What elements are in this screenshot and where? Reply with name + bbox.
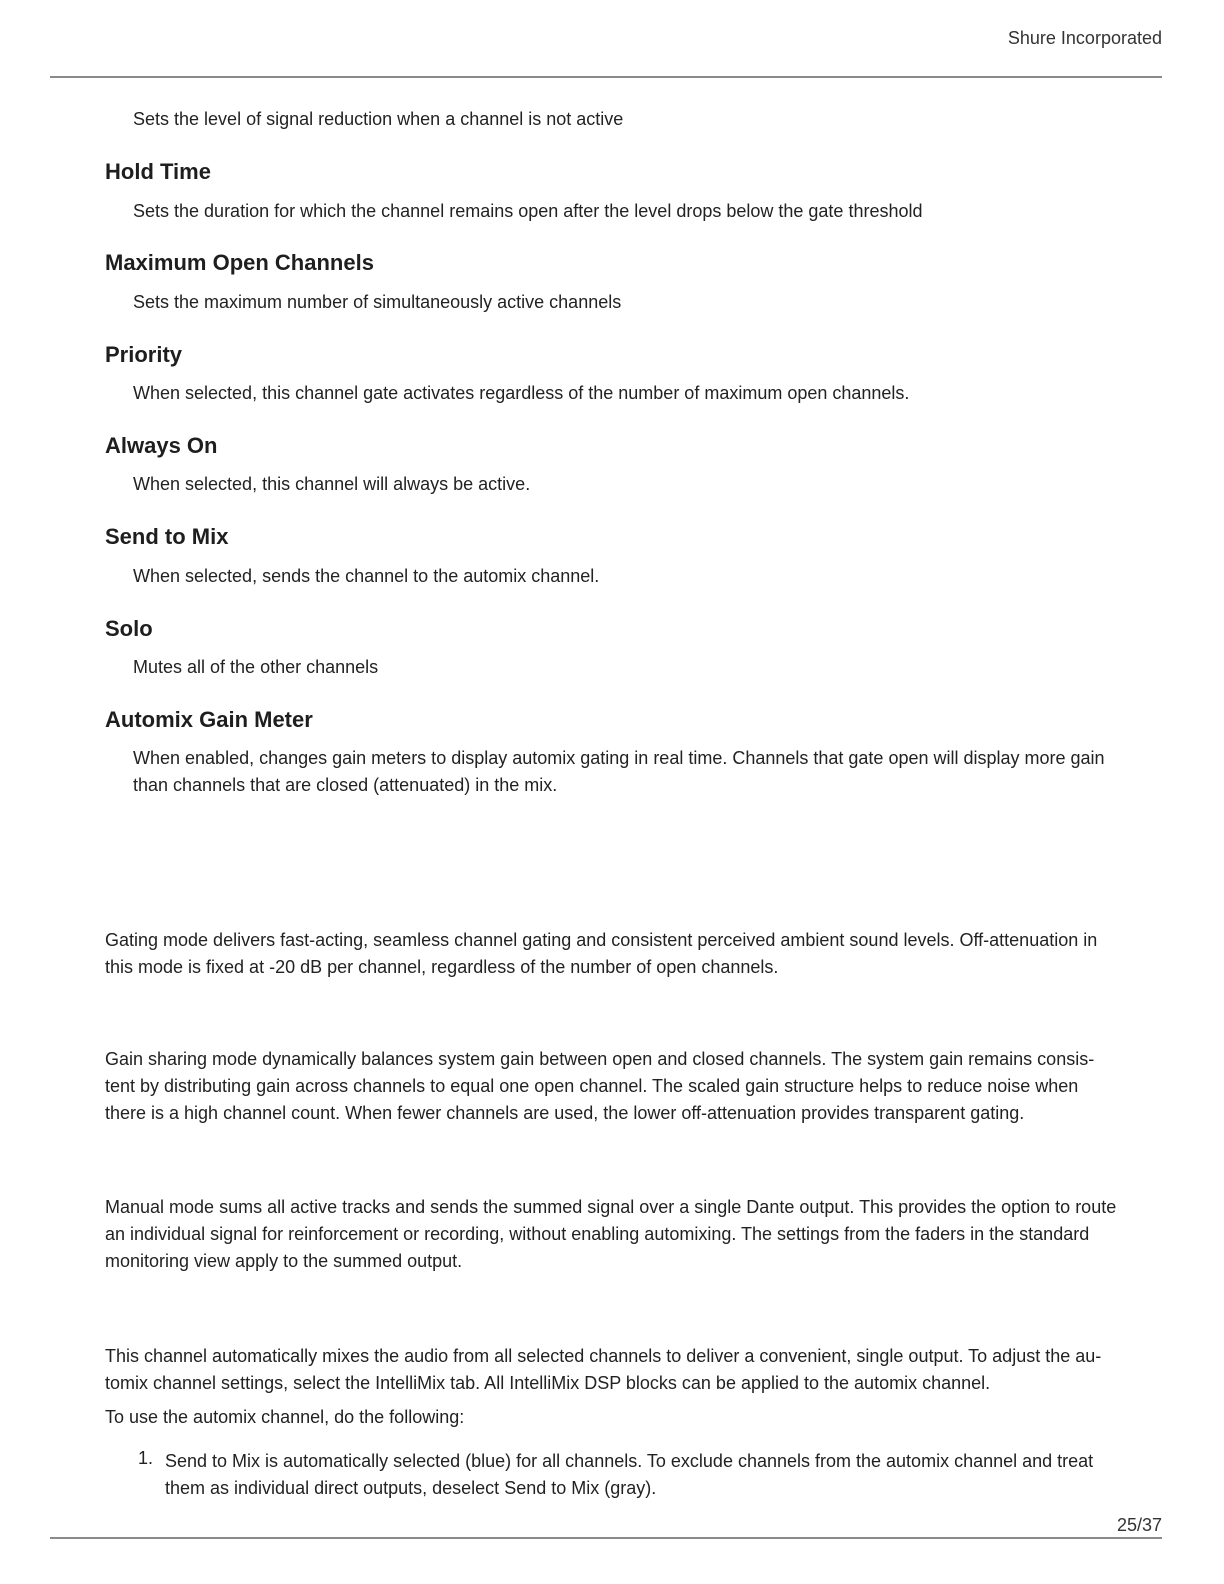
definition-hold-time bbox=[133, 198, 1113, 225]
paragraph-line: tent by distributing gain across channels to equal one open channel. The scaled gain structure helps to reduce noise when bbox=[105, 1076, 1079, 1096]
page-number: 25/37 bbox=[1116, 1515, 1162, 1535]
paragraph-use-intro bbox=[105, 1404, 1115, 1431]
definition-send-to-mix bbox=[133, 563, 1113, 590]
paragraph-line: Gating mode delivers fast-acting, seamless channel gating and consistent perceived ambient sound levels. Off-attenuation in bbox=[105, 930, 1098, 950]
paragraph-gain-sharing-mode bbox=[105, 1046, 1115, 1127]
definition-line: When selected, this channel will always be active. bbox=[133, 474, 531, 494]
definition-maximum-open-channels bbox=[133, 289, 1113, 316]
definition-line: Sets the duration for which the channel remains open after the level drops below the gate threshold bbox=[133, 201, 923, 221]
paragraph-line: Gain sharing mode dynamically balances system gain between open and closed channels. The system gain remains consis- bbox=[105, 1049, 1095, 1069]
footer-divider bbox=[50, 1537, 1162, 1539]
paragraph-line: tomix channel settings, select the IntelliMix tab. All IntelliMix DSP blocks can be applied to the automix channel. bbox=[105, 1373, 991, 1393]
definition-solo bbox=[133, 654, 1113, 681]
header-company-name: Shure Incorporated bbox=[1007, 28, 1162, 48]
paragraph-manual-mode bbox=[105, 1194, 1115, 1275]
paragraph-line: there is a high channel count. When fewer channels are used, the lower off-attenuation provides transparent gating. bbox=[105, 1103, 1025, 1123]
definition-automix-gain-meter bbox=[133, 745, 1113, 799]
step-line: Send to Mix is automatically selected (blue) for all channels. To exclude channels from the automix channel and treat bbox=[165, 1451, 1094, 1471]
definition-line: Sets the maximum number of simultaneously active channels bbox=[133, 292, 622, 312]
term-always-on: Always On bbox=[105, 433, 218, 458]
term-maximum-open-channels: Maximum Open Channels bbox=[105, 250, 374, 275]
paragraph-line: this mode is fixed at -20 dB per channel, regardless of the number of open channels. bbox=[105, 957, 779, 977]
term-automix-gain-meter: Automix Gain Meter bbox=[105, 707, 313, 732]
paragraph-gating-mode bbox=[105, 927, 1115, 981]
definition-priority bbox=[133, 380, 1113, 407]
step-line: them as individual direct outputs, deselect Send to Mix (gray). bbox=[165, 1478, 657, 1498]
paragraph-automix-channel bbox=[105, 1343, 1115, 1397]
definition-line: When enabled, changes gain meters to display automix gating in real time. Channels that gate open will display more gain bbox=[133, 748, 1105, 768]
paragraph-line: This channel automatically mixes the audio from all selected channels to deliver a convenient, single output. To adjust the au- bbox=[105, 1346, 1102, 1366]
paragraph-line: an individual signal for reinforcement or recording, without enabling automixing. The settings from the faders in the standard bbox=[105, 1224, 1090, 1244]
definition-line: than channels that are closed (attenuated) in the mix. bbox=[133, 775, 558, 795]
intro-description: Sets the level of signal reduction when a channel is not active bbox=[133, 109, 624, 129]
definition-always-on bbox=[133, 471, 1113, 498]
paragraph-line: Manual mode sums all active tracks and sends the summed signal over a single Dante output. This provides the option to route bbox=[105, 1197, 1117, 1217]
term-priority: Priority bbox=[105, 342, 183, 367]
term-solo: Solo bbox=[105, 616, 153, 641]
term-hold-time: Hold Time bbox=[105, 159, 211, 184]
paragraph-line: monitoring view apply to the summed output. bbox=[105, 1251, 463, 1271]
term-send-to-mix: Send to Mix bbox=[105, 524, 229, 549]
definition-line: When selected, this channel gate activates regardless of the number of maximum open channels. bbox=[133, 383, 910, 403]
paragraph-line: To use the automix channel, do the following: bbox=[105, 1407, 465, 1427]
step-text bbox=[165, 1448, 1093, 1502]
header-divider bbox=[50, 76, 1162, 78]
step-number: 1. bbox=[138, 1448, 154, 1468]
definition-line: Mutes all of the other channels bbox=[133, 657, 379, 677]
definition-line: When selected, sends the channel to the automix channel. bbox=[133, 566, 600, 586]
